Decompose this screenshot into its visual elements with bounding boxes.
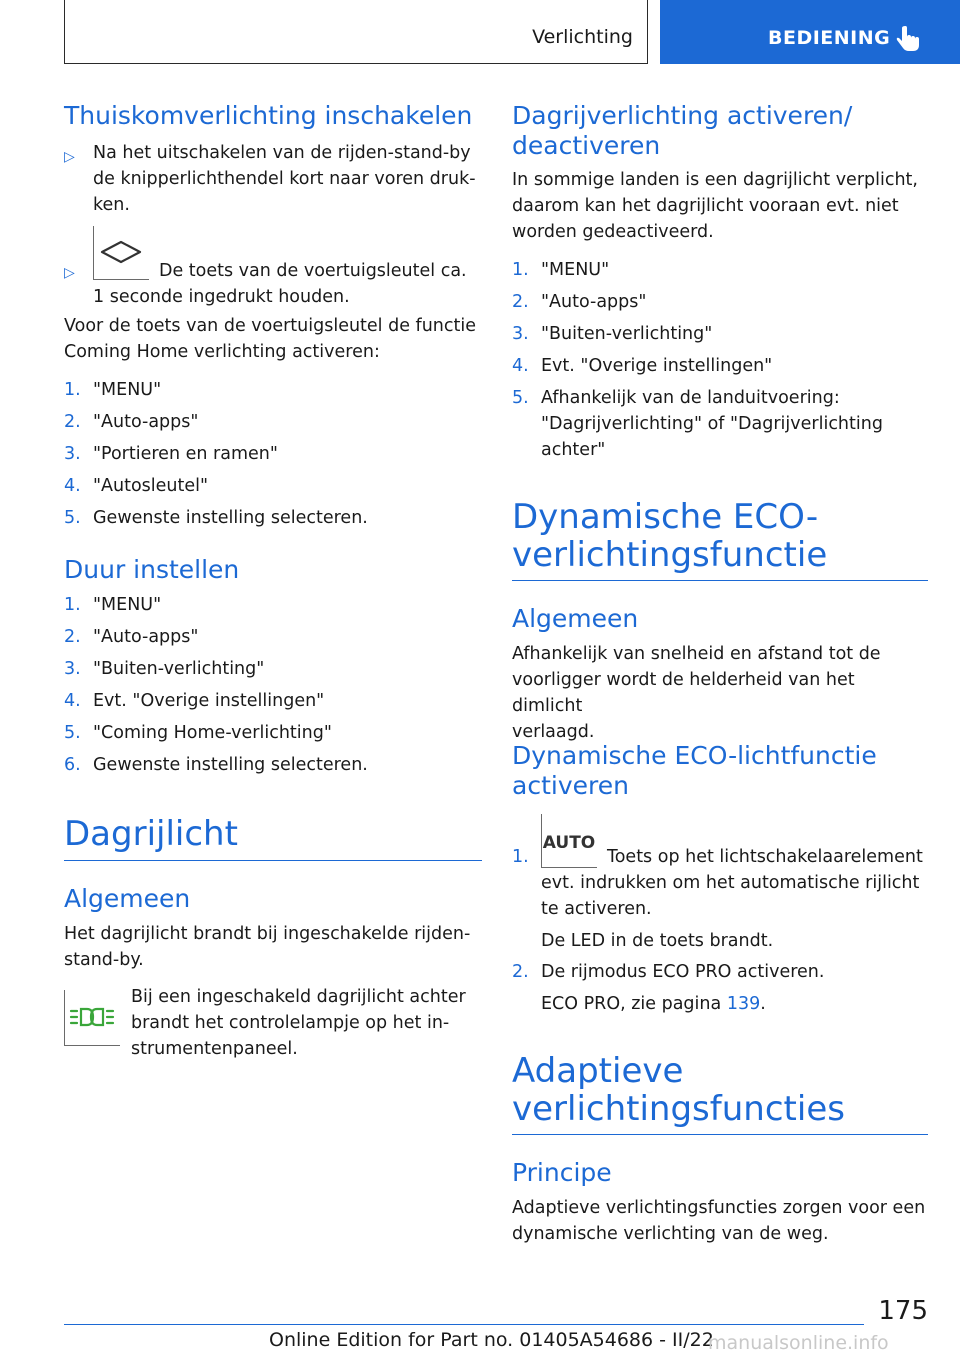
heading-thuiskom: Thuiskomverlichting inschakelen bbox=[64, 101, 473, 130]
paragraph: In sommige landen is een dagrijlicht verplicht, daarom kan het dagrijlicht vooraan evt. niet worden gedeactiveerd. bbox=[512, 170, 918, 242]
section-divider bbox=[512, 580, 928, 581]
bullet-text: 1 seconde ingedrukt houden. bbox=[93, 287, 350, 307]
bullet-text: de knipperlichthendel kort naar voren druk- bbox=[93, 169, 476, 189]
triangle-bullet-icon: ▷ bbox=[64, 149, 75, 165]
heading-dagrijlicht: Dagrijlicht bbox=[64, 814, 238, 854]
page-number: 175 bbox=[878, 1296, 928, 1326]
heading-duur: Duur instellen bbox=[64, 555, 240, 584]
heading-principe: Principe bbox=[512, 1158, 612, 1187]
triangle-bullet-icon: ▷ bbox=[64, 265, 75, 281]
heading-eco-activeren: Dynamische ECO-lichtfunctie activeren bbox=[512, 741, 877, 800]
header-chapter-label: BEDIENING bbox=[768, 27, 891, 49]
bullet-text: De toets van de voertuigsleutel ca. bbox=[159, 261, 467, 281]
paragraph: Het dagrijlicht brandt bij ingeschakelde rijden- stand-by. bbox=[64, 924, 471, 970]
edition-text: Online Edition for Part no. 01405A54686 - II/22 bbox=[269, 1329, 714, 1351]
footer-divider bbox=[64, 1324, 864, 1325]
diamond-key-icon bbox=[94, 226, 148, 278]
header-section-tab bbox=[64, 0, 648, 64]
heading-adaptief: Adaptieve verlichtingsfuncties bbox=[512, 1051, 845, 1129]
section-divider bbox=[512, 1134, 928, 1135]
header-chapter-tab bbox=[660, 0, 960, 64]
bullet-text: Na het uitschakelen van de rijden-stand-by bbox=[93, 143, 471, 163]
paragraph: Afhankelijk van snelheid en afstand tot de voorligger wordt de helderheid van het dimlicht verlaagd. bbox=[512, 644, 881, 742]
page-link[interactable]: 139 bbox=[726, 994, 761, 1014]
heading-algemeen: Algemeen bbox=[64, 884, 191, 913]
heading-algemeen-eco: Algemeen bbox=[512, 604, 639, 633]
daytime-running-light-indicator-icon bbox=[64, 990, 120, 1046]
heading-eco: Dynamische ECO- verlichtingsfunctie bbox=[512, 497, 828, 575]
paragraph: Bij een ingeschakeld dagrijlicht achter brandt het controlelampje op het in- strumentenpaneel. bbox=[131, 987, 466, 1059]
section-divider bbox=[64, 860, 482, 861]
pointing-hand-icon bbox=[896, 26, 922, 54]
bullet-text: ken. bbox=[93, 195, 130, 215]
key-button-icon bbox=[93, 226, 149, 280]
auto-light-button-icon: AUTO bbox=[541, 814, 597, 868]
paragraph: Adaptieve verlichtingsfuncties zorgen voor een dynamische verlichting van de weg. bbox=[512, 1198, 926, 1244]
header-section-label: Verlichting bbox=[532, 26, 633, 48]
paragraph: Voor de toets van de voertuigsleutel de functie Coming Home verlichting activeren: bbox=[64, 316, 477, 362]
heading-dagrijverlichting: Dagrijverlichting activeren/ deactiveren bbox=[512, 101, 853, 160]
watermark: manualsonline.info bbox=[708, 1332, 889, 1354]
